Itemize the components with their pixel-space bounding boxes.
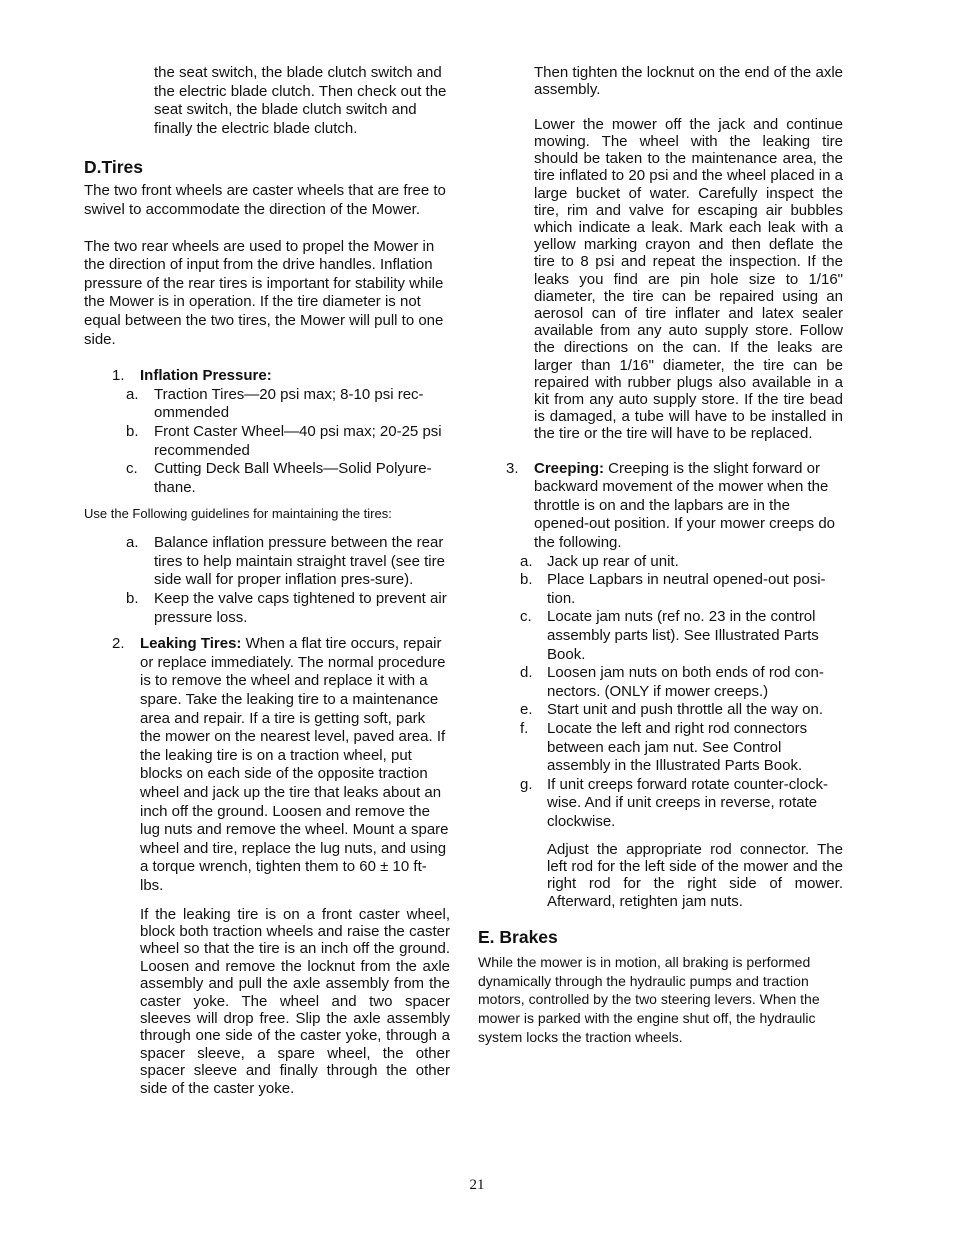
sub-list-text: Start unit and push throttle all the way on. (547, 701, 823, 719)
sub-list-letter: f. (520, 719, 529, 737)
sub-list-item (478, 701, 843, 720)
sub-list-letter: b. (126, 422, 139, 440)
sub-list-text: If unit creeps forward rotate counter-clock-wise. And if unit creeps in reverse, rotate clockwise. (547, 775, 828, 830)
continued-paragraph-2: Lower the mower off the jack and continue mowing. The wheel with the leaking tire should be taken to the maintenance area, the tire inflated to 20 psi and the wheel placed in a large bucket of water. Carefully inspect the tire, rim and valve for escaping air bubbles which indicate a leak. Mark each leak with a yellow marking crayon and then deflate the tire to 8 psi and repeat the inspection. If the leaks you find are pin hole size to 1/16" diameter, the tire can be repaired using an aerosol can of tire inflater and latex sealer available from any auto supply store. Follow the directions on the can. If the leaks are larger than 1/16" diameter, the tire can be repaired with rubber plugs also available in a kit from any auto supply store. If the tire bead is damaged, a tube will have to be installed in the tire or the tire will have to be replaced. (534, 115, 843, 443)
sub-list-letter: a. (520, 552, 533, 570)
guidelines-text: Use the Following guidelines for maintaining the tires: (84, 506, 392, 522)
sub-list-item (478, 776, 843, 832)
sub-list-item (84, 460, 450, 497)
sub-list-text: Loosen jam nuts on both ends of rod con-nectors. (ONLY if mower creeps.) (547, 664, 824, 700)
sub-list-text: Balance inflation pressure between the rear tires to help maintain straight travel (see tire side wall for proper inflation pres-sure). (154, 534, 445, 589)
sub-list-item (478, 664, 843, 701)
sub-list-text: Jack up rear of unit. (547, 552, 679, 570)
leaking-paragraph-2: If the leaking tire is on a front caster wheel, block both traction wheels and raise the caster wheel so that the tire is an inch off the ground. Loosen and remove the locknut from the axle assembly and pull the axle assembly from the caster yoke. The wheel and two spacer sleeves will drop free. Slip the axle assembly through one side of the caster yoke, through a spacer sleeve, a spare wheel, the other spacer sleeve and finally through the other side of the caster yoke. (140, 905, 450, 1097)
list-title: Creeping: (534, 459, 605, 477)
sub-list-text: Keep the valve caps tightened to prevent air pressure loss. (154, 590, 447, 626)
tires-paragraph-1: The two front wheels are caster wheels that are free to swivel to accommodate the direction of the Mower. (84, 182, 446, 218)
sub-list-item (478, 553, 843, 572)
list-text: Creeping is the slight forward or backward movement of the mower when the throttle is on and the lapbars are in the opened-out position. If your mower creeps do the following. (534, 459, 836, 552)
list-text: When a flat tire occurs, repair or replace immediately. The normal procedure is to remove the wheel and replace it with a spare. Take the leaking tire to a maintenance area and repair. If a tire is getting soft, park the mower on the nearest level, paved area. If the leaking tire is on a traction wheel, put blocks on each side of the opposite traction wheel and jack up the tire that leaks about an inch off the ground. Loosen and remove the lug nuts and remove the wheel. Mount a spare wheel and tire, replace the lug nuts, and using a torque wrench, tighten them to 60 ± 10 ft-lbs. (140, 635, 449, 894)
adjust-paragraph: Adjust the appropriate rod connector. The left rod for the left side of the mower and the right rod for the right side of mower. Afterward, retighten jam nuts. (547, 840, 843, 910)
sub-list-letter: a. (126, 534, 139, 552)
sub-list-letter: a. (126, 385, 139, 403)
sub-list-text: Traction Tires—20 psi max; 8-10 psi rec-ommended (154, 385, 424, 422)
section-heading-tires: D.Tires (84, 157, 144, 178)
sub-list-letter: c. (126, 460, 138, 478)
section-heading-brakes: E. Brakes (478, 927, 558, 948)
guidelines-sublist (84, 534, 450, 627)
sub-list-item (478, 608, 843, 664)
sub-list-letter: e. (520, 701, 533, 719)
list-number: 2. (112, 635, 125, 653)
page-number: 21 (469, 1177, 485, 1193)
sub-list-letter: b. (126, 590, 139, 608)
creeping-sublist (478, 553, 843, 832)
list-title: Leaking Tires: (140, 635, 242, 653)
sub-list-letter: c. (520, 608, 532, 626)
brakes-paragraph: While the mower is in motion, all braking is performed dynamically through the hydraulic pumps and traction motors, controlled by the two steering levers. When the mower is parked with the engine shut off, the hydraulic system locks the traction wheels. (478, 954, 820, 1045)
continued-paragraph-1: Then tighten the locknut on the end of the axle assembly. (534, 64, 843, 99)
list-item-leaking (84, 635, 450, 895)
list-title: Inflation Pressure: (140, 367, 272, 385)
sub-list-letter: g. (520, 775, 533, 793)
sub-list-item (478, 720, 843, 776)
sub-list-letter: d. (520, 664, 533, 682)
list-item-creeping (478, 460, 843, 553)
sub-list-item (478, 571, 843, 608)
sub-list-text: Front Caster Wheel—40 psi max; 20-25 psi recommended (154, 422, 442, 459)
list-number: 3. (506, 459, 519, 477)
tires-paragraph-2: The two rear wheels are used to propel the Mower in the direction of input from the drive handles. Inflation pressure of the rear tires is important for stability while the Mower is in operation. If the tire diameter is not equal between the two tires, the Mower will pull to one side. (84, 237, 444, 348)
sub-list-text: Locate jam nuts (ref no. 23 in the control assembly parts list). See Illustrated Parts Book. (547, 608, 819, 663)
list-number: 1. (112, 367, 125, 385)
list-item-inflation (84, 367, 450, 386)
right-column (478, 64, 843, 1046)
sub-list-letter: b. (520, 571, 533, 589)
sub-list-item (84, 423, 450, 460)
sub-list-text: Cutting Deck Ball Wheels—Solid Polyure-thane. (154, 460, 432, 496)
sub-list-item (84, 386, 450, 423)
sub-list-text: Locate the left and right rod connectors between each jam nut. See Control assembly in the Illustrated Parts Book. (547, 719, 808, 775)
sub-list-item (84, 534, 450, 590)
left-column (84, 64, 450, 1097)
sub-list-text: Place Lapbars in neutral opened-out posi-tion. (547, 571, 826, 607)
inflation-sublist (84, 386, 450, 498)
continued-text: the seat switch, the blade clutch switch and the electric blade clutch. Then check out the seat switch, the blade clutch switch and finally the electric blade clutch. (154, 64, 447, 137)
sub-list-item (84, 590, 450, 627)
